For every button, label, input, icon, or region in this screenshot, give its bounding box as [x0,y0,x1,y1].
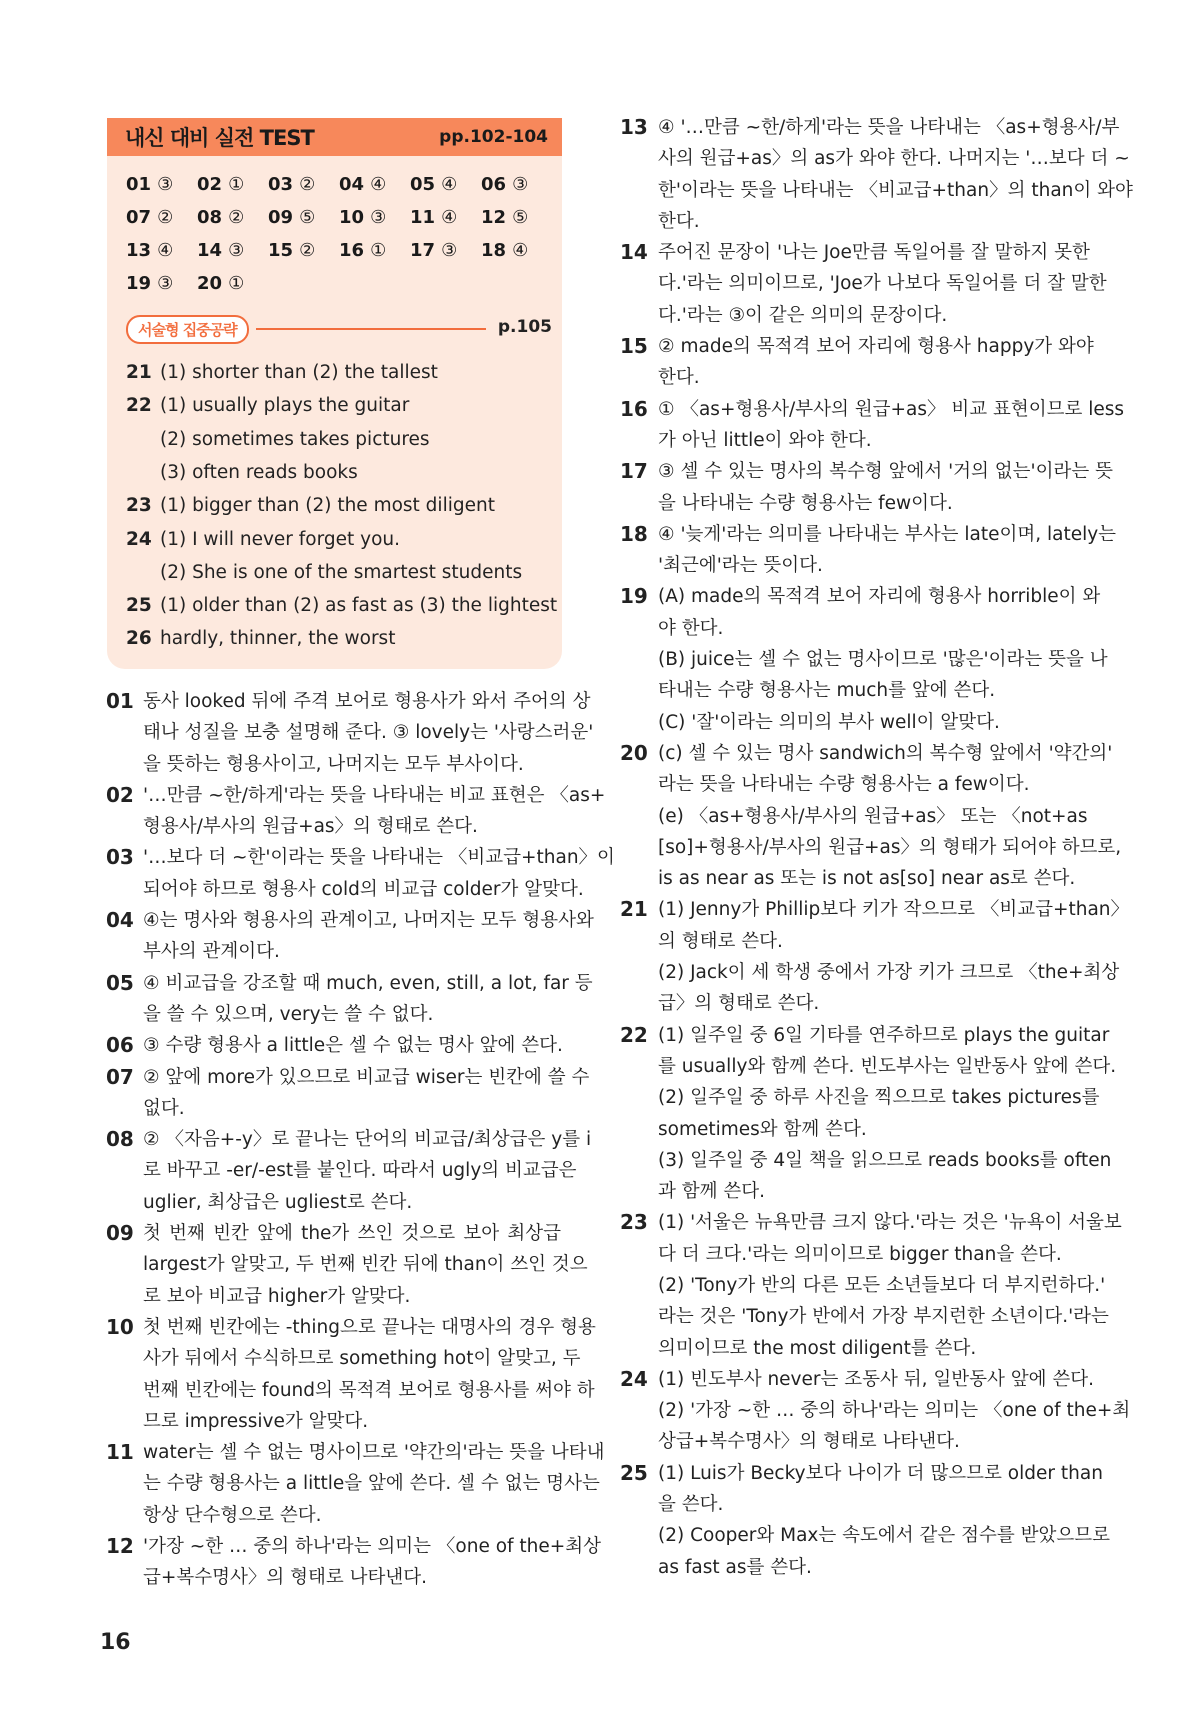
explanation-item [106,968,593,1031]
question-number: 10 [106,1314,134,1339]
explanation-line: 첫 번째 빈칸 앞에 the가 쓰인 것으로 보아 최상급 [143,1223,561,1245]
explanation-item [620,1458,1110,1583]
explanation-item [620,112,1133,237]
explanation-line: 타내는 수량 형용사는 much를 앞에 쓴다. [658,680,996,702]
answer-number: 06 [481,174,507,195]
explanation-line: ④ '늦게'라는 의미를 나타내는 부사는 late이며, lately는 [658,523,1117,545]
answer-choice: ③ [157,273,174,294]
explanation-line: is as near as 또는 is not as[so] near as로 쓴다. [658,868,1076,890]
question-number: 21 [620,897,648,922]
answer-number: 02 [197,174,223,195]
explanation-item [106,780,606,843]
answer-item [126,273,173,294]
question-number: 22 [620,1022,648,1047]
explanation-line: (2) '가장 ~한 … 중의 하나'라는 의미는 〈one of the+최 [658,1400,1131,1422]
explanation-item [620,394,1125,457]
answer-item [481,240,528,261]
explanation-line: 사가 뒤에서 수식하므로 something hot이 알맞고, 두 [143,1348,581,1370]
explanation-item [106,1437,605,1531]
answer-text: (1) older than (2) as fast as (3) the lightest [160,595,558,617]
explanation-line: 므로 impressive가 알맞다. [143,1410,369,1432]
question-number: 04 [106,908,134,933]
question-number: 12 [106,1534,134,1559]
answer-choice: ③ [370,207,387,228]
explanation-line: 급+복수명사〉의 형태로 나타낸다. [143,1567,427,1589]
answer-number: 07 [126,207,152,228]
explanation-line: 부사의 관계이다. [143,941,280,963]
explanation-line: ④ 비교급을 강조할 때 much, even, still, a lot, far 등 [143,972,593,994]
answer-item [268,240,315,261]
question-number: 14 [620,240,648,265]
explanation-line: (B) juice는 셀 수 없는 명사이므로 '많은'이라는 뜻을 나 [658,649,1108,671]
answer-choice: ⑤ [512,207,529,228]
explanation-line: ③ 셀 수 있는 명사의 복수형 앞에서 '거의 없는'이라는 뜻 [658,461,1113,483]
explanation-line: 는 수량 형용사는 a little을 앞에 쓴다. 셀 수 없는 명사는 [143,1473,600,1495]
explanation-item [620,331,1094,394]
question-number: 24 [620,1366,648,1391]
section-label: 서술형 집중공략 [126,315,249,344]
answer-choice: ⑤ [299,207,316,228]
explanation-line: largest가 알맞고, 두 번째 빈칸 뒤에 than이 쓰인 것으 [143,1254,588,1276]
explanation-line: 한'이라는 뜻을 나타내는 〈비교급+than〉의 than이 와야 [658,179,1133,201]
answer-item [126,174,173,195]
explanation-item [620,738,1122,894]
answer-number: 20 [197,273,223,294]
explanation-line: [so]+형용사/부사의 원급+as〉의 형태가 되어야 하므로, [658,836,1122,858]
answer-choice: ④ [157,240,174,261]
explanation-item [106,1062,590,1125]
explanation-line: 없다. [143,1097,185,1119]
explanation-line: 형용사/부사의 원급+as〉의 형태로 쓴다. [143,816,478,838]
explanation-line: 라는 것은 'Tony가 반에서 가장 부지런한 소년이다.'라는 [658,1306,1109,1328]
explanation-item [106,1312,596,1437]
explanation-line: (e) 〈as+형용사/부사의 원급+as〉 또는 〈not+as [658,805,1088,827]
answer-number: 09 [268,207,294,228]
explanation-line: (1) Luis가 Becky보다 나이가 더 많으므로 older than [658,1462,1103,1484]
answer-summary-box [107,118,562,669]
explanation-line: 다.'라는 ③이 같은 의미의 문장이다. [658,304,948,326]
explanation-line: (C) '잘'이라는 의미의 부사 well이 알맞다. [658,711,1000,733]
answer-item [339,240,386,261]
question-number: 15 [620,334,648,359]
explanation-line: 를 usually와 함께 쓴다. 빈도부사는 일반동사 앞에 쓴다. [658,1055,1117,1077]
explanation-item [106,1531,602,1594]
explanation-line: ② made의 목적격 보어 자리에 형용사 happy가 와야 [658,336,1094,358]
explanation-line: (2) Cooper와 Max는 속도에서 같은 점수를 받았으므로 [658,1525,1110,1547]
explanation-line: ④ '…만큼 ~한/하게'라는 뜻을 나타내는 〈as+형용사/부 [658,117,1120,138]
answer-choice: ③ [157,174,174,195]
answer-item [481,207,528,228]
answer-item [339,174,386,195]
answer-choice: ② [228,207,245,228]
explanation-line: 번째 빈칸에는 found의 목적격 보어로 형용사를 써야 하 [143,1379,595,1401]
question-number: 18 [620,521,648,546]
answer-item [126,207,173,228]
explanation-line: uglier, 최상급은 ugliest로 쓴다. [143,1191,413,1213]
question-number: 13 [620,115,648,139]
answer-item [197,240,244,261]
title-prefix: 내신 대비 [125,126,209,150]
explanation-line: '가장 ~한 … 중의 하나'라는 의미는 〈one of the+최상 [143,1536,602,1558]
explanation-line: 의 형태로 쓴다. [658,930,783,952]
answer-choice: ② [157,207,174,228]
box-title [125,122,314,152]
explanation-line: as fast as를 쓴다. [658,1556,812,1578]
explanation-line: 상급+복수명사〉의 형태로 나타낸다. [658,1431,960,1453]
explanation-line: 항상 단수형으로 쓴다. [143,1504,322,1526]
question-number: 09 [106,1221,134,1246]
answer-number: 13 [126,240,152,261]
question-number: 08 [106,1127,134,1152]
explanation-line: (2) 'Tony가 반의 다른 모든 소년들보다 더 부지런하다.' [658,1274,1106,1296]
explanation-line: '…보다 더 ~한'이라는 뜻을 나타내는 〈비교급+than〉이 [143,847,615,869]
explanation-line: 의미이므로 the most diligent를 쓴다. [658,1337,977,1359]
explanation-line: '최근에'라는 뜻이다. [658,555,823,577]
answer-choice: ④ [441,174,458,195]
explanation-line: 로 보아 비교급 higher가 알맞다. [143,1285,411,1307]
question-number: 01 [106,689,134,713]
answer-item [410,174,457,195]
explanation-line: 을 쓴다. [658,1494,724,1516]
answer-number: 04 [339,174,365,195]
answer-number: 16 [339,240,365,261]
explanation-line: 한다. [658,367,700,389]
explanation-line: 동사 looked 뒤에 주격 보어로 형용사가 와서 주어의 상 [143,691,591,712]
answer-number: 01 [126,174,152,195]
answer-number: 11 [410,207,436,228]
explanation-line: 가 아닌 little이 와야 한다. [658,429,872,451]
answer-text: (1) I will never forget you. [160,528,401,550]
box-header [107,118,562,156]
question-number: 22 [126,395,152,417]
explanation-line: 태나 성질을 보충 설명해 준다. ③ lovely는 '사랑스러운' [143,722,594,744]
question-number: 17 [620,459,648,484]
question-number: 03 [106,845,134,870]
explanation-line: 로 바꾸고 -er/-est를 붙인다. 따라서 ugly의 비교급은 [143,1160,577,1182]
explanation-line: ③ 수량 형용사 a little은 셀 수 없는 명사 앞에 쓴다. [143,1035,563,1057]
question-number: 16 [620,396,648,421]
question-number: 21 [126,362,152,383]
explanation-item [106,1218,588,1312]
explanation-item [620,894,1130,1019]
explanation-item [620,237,1107,331]
right-explanations [620,112,1133,1583]
question-number: 11 [106,1440,134,1465]
question-number: 06 [106,1033,134,1058]
section-divider [126,315,552,341]
answer-text: hardly, thinner, the worst [160,628,396,650]
answer-item [481,174,528,195]
explanation-line: '…만큼 ~한/하게'라는 뜻을 나타내는 비교 표현은 〈as+ [143,784,606,806]
explanation-line: (1) 빈도부사 never는 조동사 뒤, 일반동사 앞에 쓴다. [658,1368,1094,1390]
question-number: 19 [620,584,648,609]
answer-number: 18 [481,240,507,261]
explanation-line: 을 뜻하는 형용사이고, 나머지는 모두 부사이다. [143,753,524,775]
answer-number: 19 [126,273,152,294]
explanation-item [620,519,1117,582]
explanation-item [620,456,1113,519]
answer-choice: ③ [228,240,245,261]
explanation-line: (1) 일주일 중 6일 기타를 연주하므로 plays the guitar [658,1024,1110,1046]
answer-item [410,207,457,228]
page-range: pp.102-104 [439,127,548,147]
explanation-line: ② 〈자음+-y〉로 끝나는 단어의 비교급/최상급은 y를 i [143,1129,592,1151]
answer-text: (2) sometimes takes pictures [160,428,430,450]
answer-item [197,207,244,228]
answer-number: 15 [268,240,294,261]
explanation-item [106,842,615,905]
page-number: 16 [100,1630,131,1655]
answer-choice: ② [299,240,316,261]
answer-item [268,207,315,228]
answer-text: (2) She is one of the smartest students [160,561,523,583]
answer-number: 17 [410,240,436,261]
answer-item [126,240,173,261]
explanation-line: ① 〈as+형용사/부사의 원급+as〉 비교 표현이므로 less [658,398,1125,420]
answer-number: 14 [197,240,223,261]
answer-choice: ② [299,174,316,195]
question-number: 23 [126,495,152,517]
answer-item [268,174,315,195]
explanation-item [106,905,594,968]
answer-choice: ③ [512,174,529,195]
answer-choice: ① [228,273,245,294]
explanation-line: (A) made의 목적격 보어 자리에 형용사 horrible이 와 [658,586,1101,608]
question-number: 20 [620,740,648,765]
explanation-item [620,1020,1117,1208]
explanation-item [106,1124,592,1218]
section-page: p.105 [497,317,552,337]
answer-text: (1) shorter than (2) the tallest [160,362,438,383]
left-explanations [106,686,615,1594]
explanation-line: 되어야 하므로 형용사 cold의 비교급 colder가 알맞다. [143,878,584,900]
explanation-line: (c) 셀 수 있는 명사 sandwich의 복수형 앞에서 '약간의' [658,742,1113,764]
answer-choice: ③ [441,240,458,261]
question-number: 26 [126,628,152,650]
explanation-line: (3) 일주일 중 4일 책을 읽으므로 reads books를 often [658,1149,1112,1171]
question-number: 02 [106,782,134,807]
explanation-line: 주어진 문장이 '나는 Joe만큼 독일어를 잘 말하지 못한 [658,242,1090,264]
question-number: 07 [106,1064,134,1089]
answer-text: (1) bigger than (2) the most diligent [160,495,495,517]
answer-item [410,240,457,261]
explanation-line: 라는 뜻을 나타내는 수량 형용사는 a few이다. [658,774,1030,796]
explanation-item [620,1207,1122,1363]
answer-choice: ④ [512,240,529,261]
answer-number: 05 [410,174,436,195]
explanation-line: (2) Jack이 세 학생 중에서 가장 키가 크므로 〈the+최상 [658,962,1120,984]
explanation-line: 사의 원급+as〉의 as가 와야 한다. 나머지는 '…보다 더 ~ [658,148,1130,170]
explanation-line: 다.'라는 의미이므로, 'Joe가 나보다 독일어를 더 잘 말한 [658,273,1107,295]
answer-choice: ① [370,240,387,261]
explanation-line: 을 나타내는 수량 형용사는 few이다. [658,492,953,514]
question-number: 23 [620,1210,648,1235]
question-number: 25 [620,1460,648,1485]
explanation-item [106,686,594,780]
answer-item [197,273,244,294]
explanation-line: 급〉의 형태로 쓴다. [658,993,820,1015]
explanation-line: water는 셀 수 없는 명사이므로 '약간의'라는 뜻을 나타내 [143,1442,605,1464]
answer-item [197,174,244,195]
explanation-line: (2) 일주일 중 하루 사진을 찍으므로 takes pictures를 [658,1087,1100,1109]
explanation-item [620,581,1108,737]
question-number: 25 [126,595,152,617]
answer-text: (3) often reads books [160,461,358,483]
question-number: 05 [106,970,134,995]
answer-choice: ④ [441,207,458,228]
question-number: 24 [126,528,152,550]
divider-line [256,328,486,330]
explanation-line: (1) '서울은 뉴욕만큼 크지 않다.'라는 것은 '뉴욕이 서울보 [658,1212,1122,1234]
answer-number: 03 [268,174,294,195]
explanation-line: ② 앞에 more가 있으므로 비교급 wiser는 빈칸에 쓸 수 [143,1066,590,1088]
answer-item [339,207,386,228]
explanation-line: (1) Jenny가 Phillip보다 키가 작으므로 〈비교급+than〉 [658,899,1130,921]
title-main: 실전 TEST [214,126,314,150]
explanation-line: ④는 명사와 형용사의 관계이고, 나머지는 모두 형용사와 [143,910,594,932]
answer-number: 08 [197,207,223,228]
explanation-line: 다 더 크다.'라는 의미이므로 bigger than을 쓴다. [658,1243,1062,1265]
answer-number: 10 [339,207,365,228]
explanation-line: 한다. [658,210,700,232]
explanation-line: 과 함께 쓴다. [658,1181,765,1203]
explanation-item [106,1030,561,1061]
answer-choice: ① [228,174,245,195]
explanation-line: 야 한다. [658,617,724,639]
explanation-line: 첫 번째 빈칸에는 -thing으로 끝나는 대명사의 경우 형용 [143,1316,596,1338]
explanation-line: sometimes와 함께 쓴다. [658,1118,867,1140]
answer-number: 12 [481,207,507,228]
explanation-item [620,1364,1131,1458]
answer-text: (1) usually plays the guitar [160,395,410,417]
answer-choice: ④ [370,174,387,195]
explanation-line: 을 쓸 수 있으며, very는 쓸 수 없다. [143,1003,434,1025]
